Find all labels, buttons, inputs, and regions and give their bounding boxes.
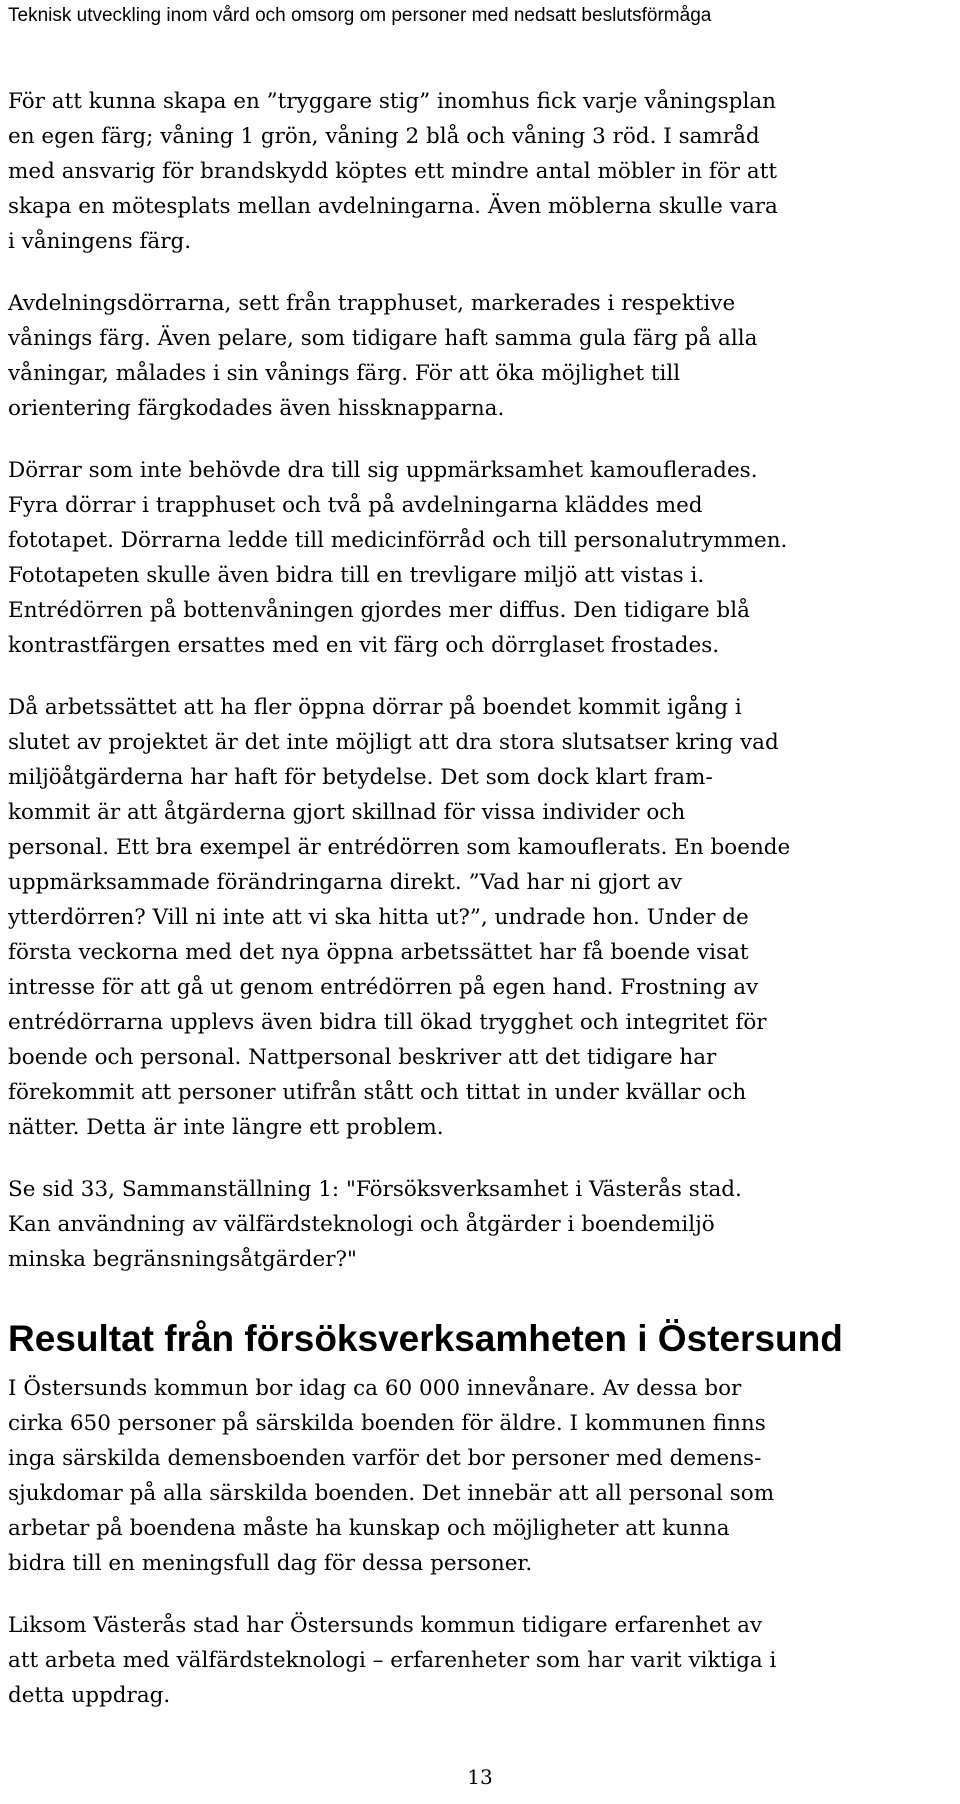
text-line: Fyra dörrar i trapphuset och två på avdelningarna kläddes med — [8, 493, 703, 518]
running-header: Teknisk utveckling inom vård och omsorg om personer med nedsatt beslutsförmåga — [8, 5, 712, 26]
text-line: detta uppdrag. — [8, 1683, 171, 1708]
text-line: kontrastfärgen ersattes med en vit färg och dörrglaset frostades. — [8, 633, 720, 658]
text-line: intresse för att gå ut genom entrédörren på egen hand. Frostning av — [8, 975, 759, 1000]
text-line: våningar, målades i sin vånings färg. För att öka möjlighet till — [8, 361, 681, 386]
paragraph-door-markings — [8, 286, 953, 426]
text-line: förekommit att personer utifrån stått och tittat in under kvällar och — [8, 1080, 747, 1105]
text-line: kommit är att åtgärderna gjort skillnad för vissa individer och — [8, 800, 686, 825]
text-line: För att kunna skapa en ”tryggare stig” inomhus fick varje våningsplan — [8, 89, 776, 114]
text-line: personal. Ett bra exempel är entrédörren som kamouflerats. En boende — [8, 835, 791, 860]
text-line: minska begränsningsåtgärder?" — [8, 1247, 357, 1272]
section-heading: Resultat från försöksverksamheten i Östersund — [8, 1318, 843, 1359]
text-line: nätter. Detta är inte längre ett problem. — [8, 1115, 444, 1140]
text-line: miljöåtgärderna har haft för betydelse. Det som dock klart fram- — [8, 765, 713, 790]
text-line: fototapet. Dörrarna ledde till medicinförråd och till personalutrymmen. — [8, 528, 788, 553]
text-line: att arbeta med välfärdsteknologi – erfarenheter som har varit viktiga i — [8, 1648, 777, 1673]
text-line: Då arbetssättet att ha fler öppna dörrar på boendet kommit igång i — [8, 695, 742, 720]
text-line: slutet av projektet är det inte möjligt att dra stora slutsatser kring vad — [8, 730, 779, 755]
text-line: en egen färg; våning 1 grön, våning 2 blå och våning 3 röd. I samråd — [8, 124, 760, 149]
text-line: i våningens färg. — [8, 229, 192, 254]
text-line: Fototapeten skulle även bidra till en trevligare miljö att vistas i. — [8, 563, 705, 588]
paragraph-reference — [8, 1172, 953, 1277]
text-line: Entrédörren på bottenvåningen gjordes mer diffus. Den tidigare blå — [8, 598, 750, 623]
text-line: med ansvarig för brandskydd köptes ett mindre antal möbler in för att — [8, 159, 777, 184]
text-line: Liksom Västerås stad har Östersunds kommun tidigare erfarenhet av — [8, 1613, 763, 1638]
text-line: inga särskilda demensboenden varför det bor personer med demens- — [8, 1446, 762, 1471]
text-line: sjukdomar på alla särskilda boenden. Det innebär att all personal som — [8, 1481, 775, 1506]
text-line: entrédörrarna upplevs även bidra till ökad trygghet och integritet för — [8, 1010, 767, 1035]
paragraph-results — [8, 690, 953, 1145]
text-line: skapa en mötesplats mellan avdelningarna. Även möblerna skulle vara — [8, 194, 778, 219]
text-line: Avdelningsdörrarna, sett från trapphuset, markerades i respektive — [8, 291, 736, 316]
text-line: uppmärksammade förändringarna direkt. ”Vad har ni gjort av — [8, 870, 682, 895]
paragraph-floor-colors — [8, 84, 953, 259]
text-line: Kan användning av välfärdsteknologi och åtgärder i boendemiljö — [8, 1212, 715, 1237]
text-line: cirka 650 personer på särskilda boenden för äldre. I kommunen finns — [8, 1411, 766, 1436]
page-number: 13 — [467, 1765, 493, 1789]
text-line: ytterdörren? Vill ni inte att vi ska hitta ut?”, undrade hon. Under de — [8, 905, 749, 930]
text-line: bidra till en meningsfull dag för dessa personer. — [8, 1551, 533, 1576]
text-line: Se sid 33, Sammanställning 1: "Försöksverksamhet i Västerås stad. — [8, 1177, 742, 1202]
text-line: första veckorna med det nya öppna arbetssättet har få boende visat — [8, 940, 749, 965]
text-line: Dörrar som inte behövde dra till sig uppmärksamhet kamouflerades. — [8, 458, 758, 483]
text-line: orientering färgkodades även hissknapparna. — [8, 396, 505, 421]
text-line: boende och personal. Nattpersonal beskriver att det tidigare har — [8, 1045, 717, 1070]
text-line: vånings färg. Även pelare, som tidigare haft samma gula färg på alla — [8, 326, 758, 351]
paragraph-ostersund-intro — [8, 1371, 953, 1581]
text-line: I Östersunds kommun bor idag ca 60 000 innevånare. Av dessa bor — [8, 1376, 742, 1401]
paragraph-ostersund-experience — [8, 1608, 953, 1713]
paragraph-camouflaged-doors — [8, 453, 953, 663]
document-body — [8, 84, 953, 1740]
text-line: arbetar på boendena måste ha kunskap och möjligheter att kunna — [8, 1516, 730, 1541]
